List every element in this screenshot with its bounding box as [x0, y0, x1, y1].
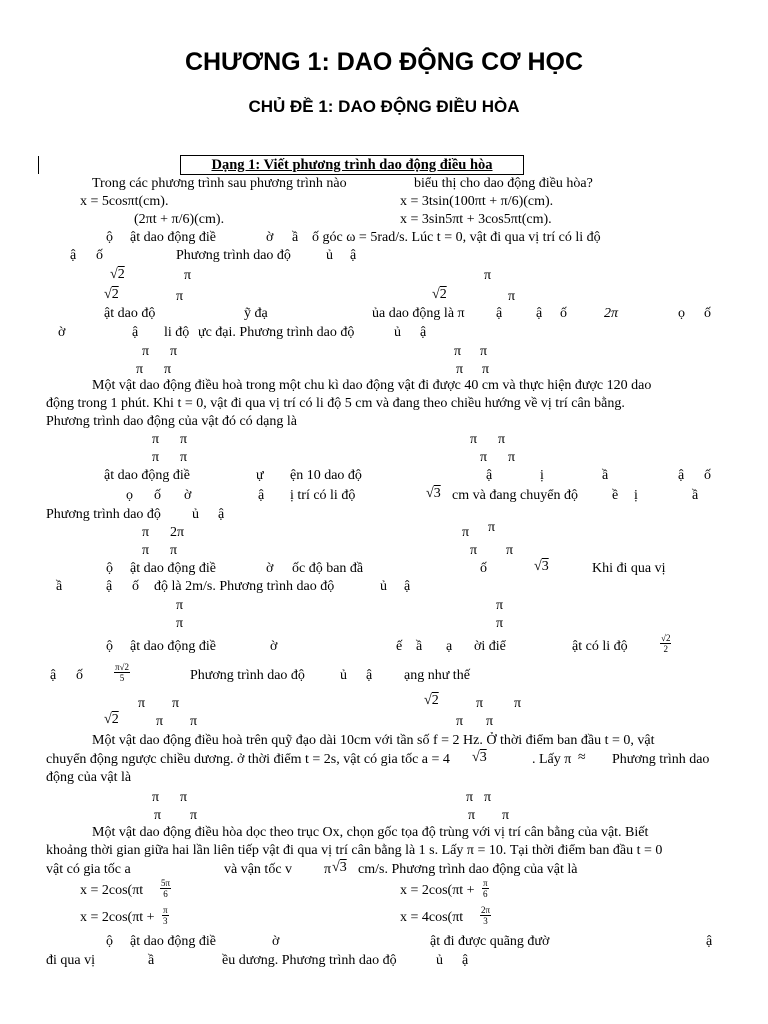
q5-frag: ậ — [486, 468, 493, 483]
pi-symbol: π — [470, 543, 478, 558]
pi-symbol: π — [498, 432, 506, 447]
pi-symbol: π — [136, 362, 144, 377]
q1-option-d: x = 3sin5πt + 3cos5πt(cm). — [400, 212, 552, 227]
pi-symbol: π — [514, 696, 522, 711]
sqrt-3: √3 — [426, 486, 441, 501]
q3-frag: ỹ đạ — [244, 306, 268, 321]
pi-symbol: π — [480, 450, 488, 465]
q7-frag: ộ — [106, 639, 113, 654]
pi-symbol: π — [184, 268, 192, 283]
q7-frag: ờ — [270, 639, 278, 654]
pi-symbol: π — [496, 598, 504, 613]
q2-frag: ố — [96, 248, 103, 263]
q3-frag: ố — [560, 306, 567, 321]
q6-frag: ậ — [404, 579, 411, 594]
q3-frag: ậ — [420, 325, 427, 340]
q7-frag: ậ — [366, 668, 373, 683]
q5-frag: ề — [612, 488, 619, 503]
q4-line: động trong 1 phút. Khi t = 0, vật đi qua vị trí có li độ 5 cm và đang theo chiều hướng về vị trí cân bằng. — [46, 396, 625, 411]
q10-frag: ậ — [462, 953, 469, 968]
q5-frag: ủ — [192, 507, 199, 522]
q3-frag: ậ — [132, 325, 139, 340]
two-pi-symbol: 2π — [604, 306, 619, 321]
sqrt-2: √2 — [104, 712, 119, 727]
section-title: Dạng 1: Viết phương trình dao động điều hòa — [180, 155, 524, 175]
pi-symbol: π — [190, 714, 198, 729]
q10-frag: ều dương. Phương trình dao độ — [222, 953, 397, 968]
fraction-2pi-over-3: $\frac{2\pi}{3}$ — [481, 905, 491, 926]
pi-symbol: π — [456, 362, 464, 377]
q6-frag: ầ — [56, 579, 63, 594]
fraction-5pi-over-6: $\frac{5\pi}{6}$ — [161, 878, 171, 899]
q7-frag: ậ — [50, 668, 57, 683]
pi-symbol: π — [176, 598, 184, 613]
pi-symbol: π — [454, 344, 462, 359]
q3-frag: ủa dao động là π — [372, 306, 465, 321]
q1-option-c: (2πt + π/6)(cm). — [134, 212, 225, 227]
q7-frag: ật dao động điề — [130, 639, 216, 654]
q6-frag: ật dao động điề — [130, 561, 216, 576]
q4-line: Phương trình dao động của vật đó có dạng là — [46, 414, 297, 429]
q3-frag: ố — [704, 306, 711, 321]
pi-symbol: π — [496, 616, 504, 631]
q5-frag: ố — [704, 468, 711, 483]
q3-frag: ọ — [678, 306, 685, 321]
pi-symbol: π — [142, 344, 150, 359]
q10-frag: ật dao động điề — [130, 934, 216, 949]
q4-line: Một vật dao động điều hoà trong một chu kì dao động vật đi được 40 cm và thực hiện được 120 dao — [92, 378, 652, 393]
q6-frag: ốc độ ban đầ — [292, 561, 364, 576]
q7-frag: ật có li độ — [572, 639, 628, 654]
q7-frag: ầ — [416, 639, 423, 654]
q10-frag: ật đi được quãng đườ — [430, 934, 550, 949]
q5-frag: ị — [634, 488, 638, 503]
q7-frag: ạng như thế — [404, 668, 470, 683]
pi-symbol: π — [142, 525, 150, 540]
sqrt-3: √3 — [534, 559, 549, 574]
fraction-pi-over-6: $\frac{\pi}{6}$ — [483, 878, 488, 899]
q3-frag: ờ — [58, 325, 66, 340]
pi-symbol: π — [142, 543, 150, 558]
approx-symbol: ≈ — [578, 750, 586, 765]
q10-frag: ờ — [272, 934, 280, 949]
q7-frag: ế — [396, 639, 403, 654]
q10-frag: ậ — [706, 934, 713, 949]
two-pi-symbol: 2π — [170, 525, 185, 540]
pi-symbol: π — [508, 450, 516, 465]
sqrt-3: √3 — [472, 750, 487, 765]
q6-frag: ậ — [106, 579, 113, 594]
fraction-sqrt2-over-2: $\frac{√2}{2}$ — [661, 633, 671, 654]
q5-frag: ật dao động điề — [104, 468, 190, 483]
q2-frag: ờ — [266, 230, 274, 245]
q1-text-b: biểu thị cho dao động điều hòa? — [414, 176, 593, 191]
pi-symbol: π — [152, 432, 160, 447]
chapter-title: CHƯƠNG 1: DAO ĐỘNG CƠ HỌC — [184, 48, 584, 76]
pi-symbol: π — [172, 696, 180, 711]
pi-symbol: π — [468, 808, 476, 823]
q2-frag: ật dao động điề — [130, 230, 216, 245]
fraction-pi-over-3: $\frac{\pi}{3}$ — [163, 905, 168, 926]
q5-frag: ố — [154, 488, 161, 503]
sqrt-3: √3 — [332, 860, 347, 875]
q2-frag: ộ — [106, 230, 113, 245]
pi-symbol: π — [180, 790, 188, 805]
q1-option-b: x = 3tsin(100πt + π/6)(cm). — [400, 194, 554, 209]
q9-option-a: x = 2cos(πt — [80, 883, 144, 898]
q10-frag: ủ — [436, 953, 443, 968]
q10-frag: đi qua vị — [46, 953, 95, 968]
q10-frag: ầ — [148, 953, 155, 968]
sqrt-2: √2 — [432, 287, 447, 302]
q5-frag: ờ — [184, 488, 192, 503]
q8-line: động của vật là — [46, 770, 132, 785]
q2-frag: ầ — [292, 230, 299, 245]
q2-frag: ậ — [350, 248, 357, 263]
q7-frag: Phương trình dao độ — [190, 668, 305, 683]
q9-line: khoảng thời gian giữa hai lần liên tiếp vật đi qua vị trí cân bằng là 1 s. Lấy π = 10. Tại thời điểm ban đầu t = 0 — [46, 843, 663, 858]
q5-frag: ậ — [218, 507, 225, 522]
pi-symbol: π — [180, 450, 188, 465]
q1-text-a: Trong các phương trình sau phương trình nào — [92, 176, 347, 191]
q5-frag: cm và đang chuyển độ — [452, 488, 578, 503]
pi-symbol: π — [466, 790, 474, 805]
q5-frag: ện 10 dao độ — [290, 468, 362, 483]
q6-frag: ộ — [106, 561, 113, 576]
pi-symbol: π — [170, 344, 178, 359]
pi-symbol: π — [486, 714, 494, 729]
text-cursor — [38, 156, 39, 174]
q3-frag: ủ — [394, 325, 401, 340]
sqrt-2: √2 — [110, 267, 125, 282]
q1-option-a: x = 5cosπt(cm). — [80, 194, 169, 209]
q5-frag: ậ — [258, 488, 265, 503]
q6-frag: ủ — [380, 579, 387, 594]
pi-symbol: π — [190, 808, 198, 823]
q7-frag: ạ — [446, 639, 453, 654]
pi-symbol: π — [170, 543, 178, 558]
q9-line: và vận tốc v — [224, 862, 293, 877]
sqrt-2: √2 — [104, 287, 119, 302]
q3-frag: ực đại. Phương trình dao độ — [198, 325, 355, 340]
q6-frag: Khi đi qua vị — [592, 561, 666, 576]
pi-symbol: π — [502, 808, 510, 823]
q5-frag: ầ — [602, 468, 609, 483]
pi-symbol: π — [462, 525, 470, 540]
q8-line: chuyển động ngược chiều dương. ở thời điểm t = 2s, vật có gia tốc a = 4 — [46, 752, 450, 767]
q8-line: Một vật dao động điều hoà trên quỹ đạo dài 10cm với tần số f = 2 Hz. Ở thời điểm ban đầu t = 0, vật — [92, 733, 655, 748]
q2-frag: ậ — [70, 248, 77, 263]
pi-symbol: π — [470, 432, 478, 447]
pi-symbol: π — [156, 714, 164, 729]
q2-frag: ố góc ω = 5rad/s. Lúc t = 0, vật đi qua vị trí có li độ — [312, 230, 601, 245]
q5-frag: ị — [540, 468, 544, 483]
q8-line: . Lấy π — [532, 752, 572, 767]
pi-symbol: π — [138, 696, 146, 711]
q9-line: cm/s. Phương trình dao động của vật là — [358, 862, 578, 877]
pi-symbol: π — [484, 790, 492, 805]
q6-frag: độ là 2m/s. Phương trình dao độ — [154, 579, 335, 594]
q6-frag: ố — [480, 561, 487, 576]
q3-frag: li độ — [164, 325, 190, 340]
q9-option-d: x = 4cos(πt — [400, 910, 464, 925]
pi-symbol: π — [482, 362, 490, 377]
q5-frag: ầ — [692, 488, 699, 503]
pi-symbol: π — [154, 808, 162, 823]
q6-frag: ờ — [266, 561, 274, 576]
q9-option-c: x = 2cos(πt + — [80, 910, 155, 925]
q9-line: Một vật dao động điều hòa dọc theo trục Ox, chọn gốc tọa độ trùng với vị trí cân bằng của vật. Biết — [92, 825, 649, 840]
pi-symbol: π — [488, 520, 496, 535]
q10-frag: ộ — [106, 934, 113, 949]
pi-symbol: π — [180, 432, 188, 447]
q2-frag: ủ — [326, 248, 333, 263]
q5-frag: ậ — [678, 468, 685, 483]
q8-line: Phương trình dao — [612, 752, 710, 767]
q7-frag: ố — [76, 668, 83, 683]
pi-symbol: π — [480, 344, 488, 359]
sqrt-2: √2 — [424, 693, 439, 708]
q5-frag: ự — [256, 468, 264, 483]
pi-symbol: π — [456, 714, 464, 729]
pi-symbol: π — [152, 450, 160, 465]
pi-symbol: π — [176, 289, 184, 304]
pi-symbol: π — [176, 616, 184, 631]
q9-line: π — [324, 862, 332, 877]
pi-symbol: π — [476, 696, 484, 711]
pi-symbol: π — [152, 790, 160, 805]
q9-option-b: x = 2cos(πt + — [400, 883, 475, 898]
pi-symbol: π — [164, 362, 172, 377]
q3-frag: ật dao độ — [104, 306, 156, 321]
q7-frag: ời điể — [474, 639, 506, 654]
q9-line: vật có gia tốc a — [46, 862, 131, 877]
q6-frag: ố — [132, 579, 139, 594]
pi-symbol: π — [506, 543, 514, 558]
pi-symbol: π — [508, 289, 516, 304]
q7-frag: ủ — [340, 668, 347, 683]
q5-frag: Phương trình dao độ — [46, 507, 161, 522]
q5-frag: ọ — [126, 488, 133, 503]
q3-frag: ậ — [536, 306, 543, 321]
pi-symbol: π — [484, 268, 492, 283]
topic-title: CHỦ ĐỀ 1: DAO ĐỘNG ĐIỀU HÒA — [248, 97, 520, 116]
fraction-pisqrt2-over-5: $\frac{\pi√2}{5}$ — [115, 662, 129, 683]
q2-frag: Phương trình dao độ — [176, 248, 291, 263]
q5-frag: ị trí có li độ — [290, 488, 356, 503]
q3-frag: ậ — [496, 306, 503, 321]
